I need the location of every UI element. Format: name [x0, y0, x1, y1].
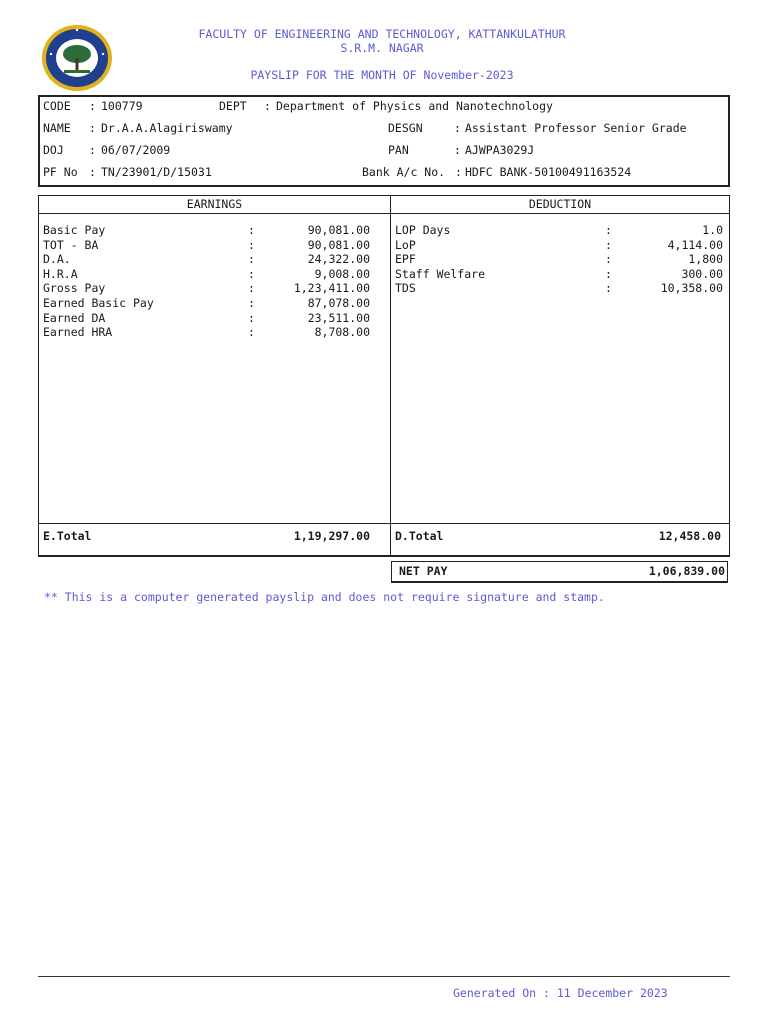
earnings-total-row [43, 529, 386, 543]
earnings-row-label: Gross Pay [43, 281, 106, 296]
deduction-total-amount: 12,458.00 [658, 529, 721, 543]
net-pay-box [391, 561, 728, 583]
deduction-row-amount: 4,114.00 [667, 237, 723, 252]
deduction-panel [390, 195, 730, 557]
pf-number: TN/23901/D/15031 [101, 165, 212, 179]
desgn-label: DESGN [388, 121, 423, 135]
code-sep: : [89, 99, 96, 113]
earnings-row-label: Earned HRA [43, 325, 113, 340]
earnings-row-amount: 90,081.00 [307, 237, 370, 252]
deduction-row-sep: : [605, 237, 612, 252]
earnings-row-amount: 8,708.00 [314, 325, 370, 340]
earnings-panel [38, 195, 391, 557]
earnings-row [43, 252, 386, 267]
bank-label: Bank A/c No. [362, 165, 446, 179]
earnings-row-label: D.A. [43, 252, 71, 267]
deduction-row [395, 281, 725, 296]
department: Department of Physics and Nanotechnology [276, 99, 553, 113]
generated-date: 11 December 2023 [556, 986, 668, 1000]
earnings-total-amount: 1,19,297.00 [293, 529, 370, 543]
earnings-row-label: TOT - BA [43, 237, 99, 252]
institution-name: FACULTY OF ENGINEERING AND TECHNOLOGY, KATTANKULATHUR [198, 27, 566, 41]
earnings-row [43, 238, 386, 253]
earnings-row-label: Earned DA [43, 310, 106, 325]
employee-info-box [38, 95, 730, 187]
earnings-row [43, 267, 386, 282]
earnings-row-label: H.R.A [43, 266, 78, 281]
bank-sep: : [455, 165, 462, 179]
deduction-heading: DEDUCTION [391, 196, 729, 214]
employee-code: 100779 [101, 99, 143, 113]
earnings-row [43, 311, 386, 326]
dept-label: DEPT [219, 99, 247, 113]
earnings-heading: EARNINGS [39, 196, 390, 214]
computer-generated-note: ** This is a computer generated payslip and does not require signature and stamp. [44, 590, 605, 604]
earnings-row-label: Earned Basic Pay [43, 296, 154, 310]
name-sep: : [89, 121, 96, 135]
earnings-row-sep: : [248, 296, 255, 310]
earnings-row-amount: 23,511.00 [307, 310, 370, 325]
earnings-row-sep: : [248, 237, 255, 252]
date-of-joining: 06/07/2009 [101, 143, 171, 157]
earnings-total-label: E.Total [43, 529, 92, 543]
earnings-row [43, 325, 386, 340]
earnings-row [43, 296, 386, 311]
earnings-row [43, 223, 386, 238]
earnings-row-sep: : [248, 266, 255, 281]
doj-label: DOJ [43, 143, 64, 157]
name-label: NAME [43, 121, 71, 135]
bank-account: HDFC BANK-50100491163524 [465, 165, 632, 179]
deduction-total-row [395, 529, 725, 543]
pan-number: AJWPA3029J [465, 143, 535, 157]
dept-sep: : [264, 99, 271, 113]
net-pay-label: NET PAY [399, 564, 448, 578]
earnings-row-amount: 24,322.00 [307, 252, 370, 267]
deduction-row-label: LOP Days [395, 223, 451, 237]
earnings-row [43, 281, 386, 296]
deduction-row-amount: 1,800 [688, 252, 723, 267]
payslip-title: PAYSLIP FOR THE MONTH OF November-2023 [250, 68, 514, 82]
deduction-row-label: EPF [395, 252, 416, 267]
generated-label: Generated On : [453, 986, 550, 1000]
deduction-row [395, 238, 725, 253]
deduction-row [395, 252, 725, 267]
deduction-total-label: D.Total [395, 529, 444, 543]
deduction-row-label: LoP [395, 237, 416, 252]
footer-divider [38, 976, 730, 977]
code-label: CODE [43, 99, 71, 113]
generated-on [453, 986, 668, 1000]
earnings-row-sep: : [248, 325, 255, 340]
earnings-row-sep: : [248, 281, 255, 296]
earnings-row-amount: 87,078.00 [307, 296, 370, 310]
deduction-row-sep: : [605, 223, 612, 237]
earnings-total-divider [39, 523, 390, 524]
deduction-row-amount: 10,358.00 [660, 281, 723, 296]
earnings-row-label: Basic Pay [43, 223, 106, 237]
earnings-row-sep: : [248, 223, 255, 237]
campus-name: S.R.M. NAGAR [340, 41, 424, 55]
earnings-row-sep: : [248, 310, 255, 325]
pan-sep: : [454, 143, 461, 157]
deduction-row [395, 223, 725, 238]
deduction-row-label: Staff Welfare [395, 266, 486, 281]
deduction-row-amount: 1.0 [702, 223, 723, 237]
net-pay-amount: 1,06,839.00 [648, 564, 725, 578]
desgn-sep: : [454, 121, 461, 135]
pan-label: PAN [388, 143, 409, 157]
earnings-row-sep: : [248, 252, 255, 267]
pf-label: PF No [43, 165, 78, 179]
deduction-row-sep: : [605, 281, 612, 296]
deduction-total-divider [391, 523, 729, 524]
deduction-row [395, 267, 725, 282]
deduction-row-sep: : [605, 266, 612, 281]
deduction-row-label: TDS [395, 281, 416, 296]
deduction-row-amount: 300.00 [681, 266, 723, 281]
earnings-row-amount: 9,008.00 [314, 266, 370, 281]
employee-name: Dr.A.A.Alagiriswamy [101, 121, 233, 135]
earnings-row-amount: 90,081.00 [307, 223, 370, 237]
deduction-row-sep: : [605, 252, 612, 267]
designation: Assistant Professor Senior Grade [465, 121, 687, 135]
earnings-row-amount: 1,23,411.00 [293, 281, 370, 296]
pf-sep: : [89, 165, 96, 179]
doj-sep: : [89, 143, 96, 157]
